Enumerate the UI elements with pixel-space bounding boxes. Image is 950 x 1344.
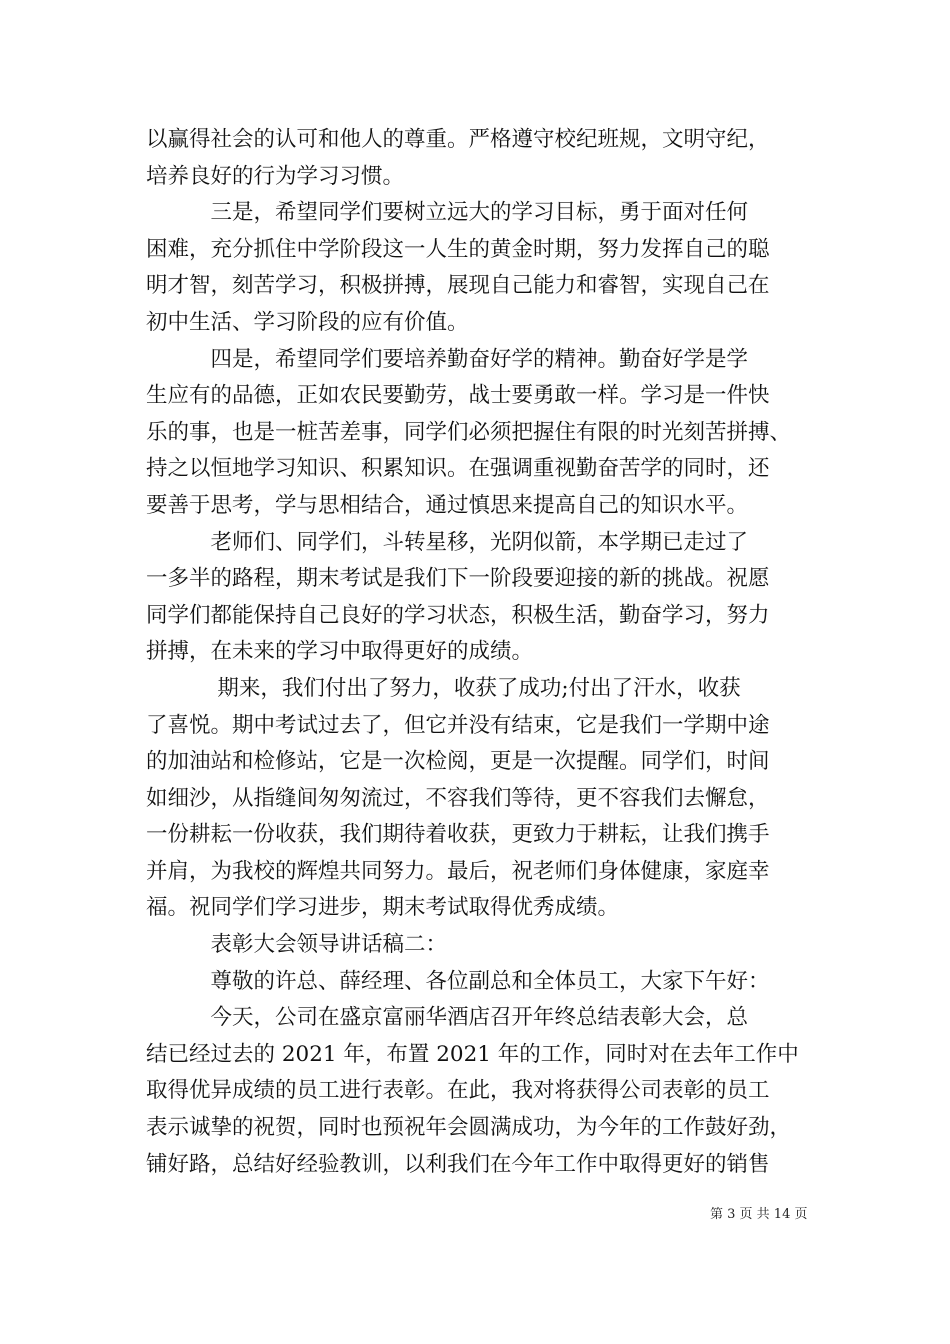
text-line: 三是，希望同学们要树立远大的学习目标，勇于面对任何 [146, 200, 749, 226]
body-text [146, 122, 826, 1183]
text-line: 并肩，为我校的辉煌共同努力。最后，祝老师们身体健康，家庭幸 [146, 858, 770, 884]
text-line: 乐的事，也是一桩苦差事，同学们必须把握住有限的时光刻苦拼搏、 [146, 419, 792, 445]
text-line: 四是，希望同学们要培养勤奋好学的精神。勤奋好学是学 [146, 346, 749, 372]
text-line: 福。祝同学们学习进步，期末考试取得优秀成绩。 [146, 895, 620, 921]
text-line: 今天，公司在盛京富丽华酒店召开年终总结表彰大会，总 [146, 1005, 749, 1031]
text-line: 培养良好的行为学习习惯。 [146, 163, 405, 189]
text-line: 以赢得社会的认可和他人的尊重。严格遵守校纪班规，文明守纪， [146, 127, 770, 152]
text-line: 铺好路，总结好经验教训，以利我们在今年工作中取得更好的销售 [146, 1151, 770, 1177]
text-line: 同学们都能保持自己良好的学习状态，积极生活，勤奋学习，努力 [146, 602, 770, 628]
page-number: 第 3 页 共 14 页 [710, 1207, 808, 1222]
text-line: 持之以恒地学习知识、积累知识。在强调重视勤奋苦学的同时，还 [146, 456, 770, 482]
text-line: 表彰大会领导讲话稿二： [146, 932, 448, 958]
text-line: 了喜悦。期中考试过去了，但它并没有结束，它是我们一学期中途 [146, 712, 770, 738]
text-line: 初中生活、学习阶段的应有价值。 [146, 309, 469, 335]
text-line: 要善于思考，学与思相结合，通过慎思来提高自己的知识水平。 [146, 492, 749, 518]
text-line: 结已经过去的 2021 年，布置 2021 年的工作，同时对在去年工作中 [146, 1041, 799, 1067]
text-line: 困难，充分抓住中学阶段这一人生的黄金时期，努力发挥自己的聪 [146, 236, 770, 262]
text-line: 一多半的路程，期末考试是我们下一阶段要迎接的新的挑战。祝愿 [146, 566, 770, 592]
text-line: 如细沙，从指缝间匆匆流过，不容我们等待，更不容我们去懈怠， [146, 785, 770, 811]
text-line: 拼搏，在未来的学习中取得更好的成绩。 [146, 639, 534, 665]
text-line: 生应有的品德，正如农民要勤劳，战士要勇敢一样。学习是一件快 [146, 383, 770, 409]
text-line: 期来，我们付出了努力，收获了成功;付出了汗水，收获 [146, 675, 741, 701]
text-line: 尊敬的许总、薛经理、各位副总和全体员工，大家下午好： [146, 968, 770, 994]
text-line: 的加油站和检修站，它是一次检阅，更是一次提醒。同学们，时间 [146, 749, 770, 775]
text-line: 老师们、同学们，斗转星移，光阴似箭，本学期已走过了 [146, 529, 749, 555]
text-line: 表示诚挚的祝贺，同时也预祝年会圆满成功，为今年的工作鼓好劲， [146, 1115, 792, 1141]
text-line: 取得优异成绩的员工进行表彰。在此，我对将获得公司表彰的员工 [146, 1078, 770, 1104]
text-line: 一份耕耘一份收获，我们期待着收获，更致力于耕耘，让我们携手 [146, 822, 770, 848]
text-line: 明才智，刻苦学习，积极拼搏，展现自己能力和睿智，实现自己在 [146, 273, 770, 299]
